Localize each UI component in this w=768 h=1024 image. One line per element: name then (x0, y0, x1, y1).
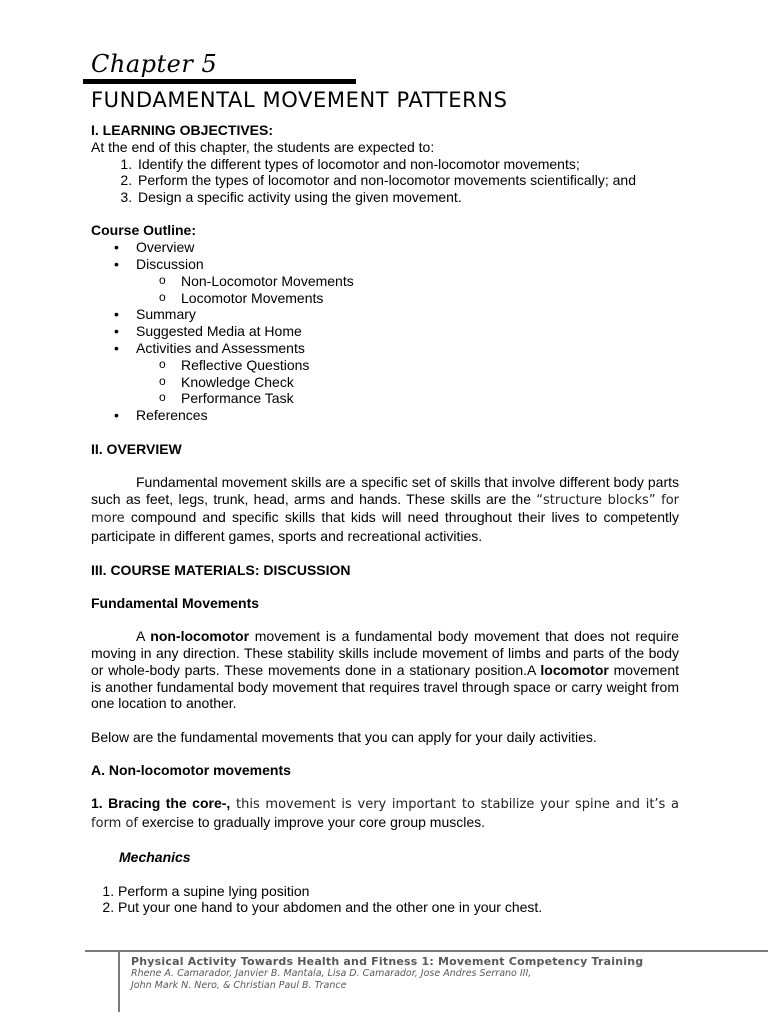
list-item: • Suggested Media at Home (136, 323, 679, 340)
document-body (91, 122, 679, 916)
chapter-rule (83, 79, 356, 84)
movement-definition-paragraph (91, 628, 679, 712)
item-text: exercise to gradually improve your core group muscles. (137, 814, 486, 830)
list-item: o Reflective Questions (181, 357, 679, 374)
overview-paragraph (91, 474, 679, 545)
overview-text-alt: “structure blocks” for more (91, 492, 679, 527)
mechanics-list (91, 883, 679, 917)
paragraph-text: A (136, 628, 151, 645)
list-item: 1. Perform a supine lying position (118, 883, 679, 900)
item-text-alt: this movement is very important to stabilize your spine and it’s a form of (91, 797, 679, 831)
discussion-subheading: Fundamental Movements (91, 594, 260, 611)
footer-rule (85, 950, 768, 952)
list-item: o Performance Task (181, 390, 679, 407)
list-item (136, 340, 679, 407)
objectives-list (91, 156, 679, 206)
list-item: o Non-Locomotor Movements (181, 273, 679, 290)
page-title: FUNDAMENTAL MOVEMENT PATTERNS (91, 88, 508, 112)
list-item: • References (136, 407, 679, 424)
item-title: 1. Bracing the core-, (91, 795, 231, 812)
bracing-core-paragraph (91, 795, 679, 833)
outline-list (91, 239, 679, 424)
activities-sublist (136, 357, 679, 407)
discussion-heading: III. COURSE MATERIALS: DISCUSSION (91, 561, 351, 578)
footer-title: Physical Activity Towards Health and Fitness 1: Movement Competency Training (131, 955, 644, 968)
list-item: 3. Design a specific activity using the given movement. (136, 189, 679, 206)
objectives-intro: At the end of this chapter, the students are expected to: (91, 138, 435, 155)
page-footer (131, 955, 761, 992)
term-locomotor: locomotor (540, 661, 609, 678)
overview-text-cont: compound and specific skills that kids will need throughout their lives to competently participate in different games, sports and recreational activities. (91, 509, 679, 545)
section-a-heading: A. Non-locomotor movements (91, 761, 291, 778)
outline-heading: Course Outline: (91, 222, 197, 239)
list-item: 1. Identify the different types of locomotor and non-locomotor movements; (136, 156, 679, 173)
chapter-label: Chapter 5 (91, 50, 218, 78)
footer-authors-line-1: Rhene A. Camarador, Janvier B. Mantala, Lisa D. Camarador, Jose Andres Serrano III, (131, 968, 532, 979)
mechanics-heading: Mechanics (119, 849, 191, 866)
overview-text: Fundamental movement skills are a specific set of skills that involve different body parts such as feet, legs, trunk, head, arms and hands. These skills are the (91, 473, 679, 507)
term-non-locomotor: non-locomotor (150, 628, 250, 645)
list-item: • Summary (136, 306, 679, 323)
list-item: o Knowledge Check (181, 374, 679, 391)
objectives-heading: I. LEARNING OBJECTIVES: (91, 122, 274, 138)
movements-intro: Below are the fundamental movements that you can apply for your daily activities. (91, 728, 597, 745)
footer-vertical-rule (118, 950, 120, 1012)
list-item-label: Activities and Assessments (136, 340, 305, 357)
overview-heading: II. OVERVIEW (91, 440, 182, 457)
discussion-sublist (136, 273, 679, 307)
list-item: • Overview (136, 239, 679, 256)
paragraph-text: movement is a fundamental body movement that does not require moving in any direction. These stability skills include movement of limbs and parts of the body or whole-body parts. These movements done in a stationary position.A (91, 628, 679, 678)
footer-authors-line-2: John Mark N. Nero, & Christian Paul B. Trance (131, 980, 347, 991)
list-item (136, 256, 679, 306)
paragraph-text: movement is another fundamental body movement that requires travel through space or carry weight from one location to another. (91, 661, 679, 712)
list-item: 2. Put your one hand to your abdomen and the other one in your chest. (118, 899, 679, 916)
list-item: 2. Perform the types of locomotor and non-locomotor movements scientifically; and (136, 172, 679, 189)
list-item-label: Discussion (136, 256, 204, 273)
list-item: o Locomotor Movements (181, 290, 679, 307)
